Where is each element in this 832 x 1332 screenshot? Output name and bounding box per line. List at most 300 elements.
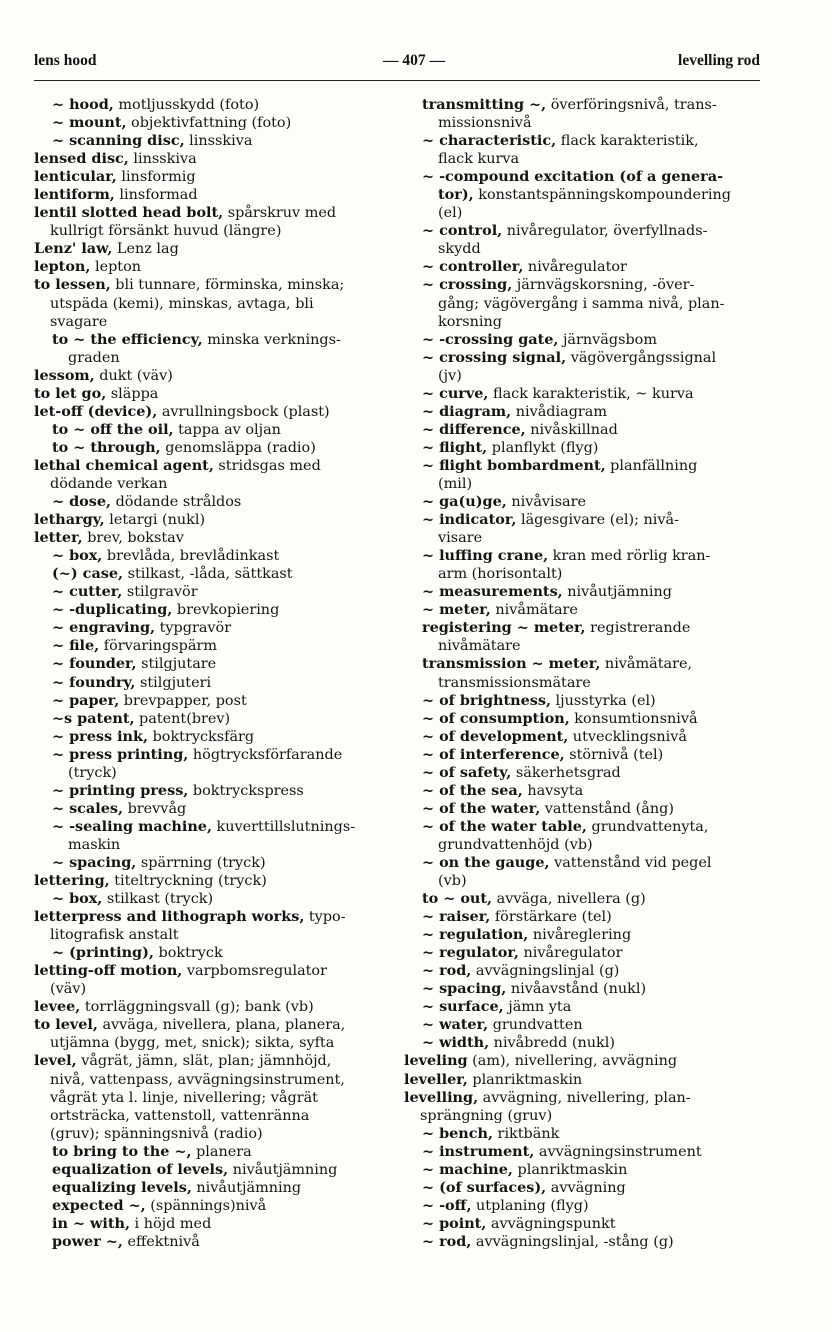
entry-headword: ~ rod, xyxy=(422,1232,472,1250)
entry-headword: ~ of safety, xyxy=(422,763,512,781)
entry-headword: ~ of the water table, xyxy=(422,817,587,835)
entry-headword: ~ dose, xyxy=(52,493,111,511)
entry-definition: förstärkare (tel) xyxy=(490,909,612,926)
dictionary-entry xyxy=(52,439,386,457)
entry-definition: torrläggningsvall (g); bank (vb) xyxy=(80,999,314,1016)
entry-headword: lessom, xyxy=(34,366,95,384)
dictionary-entry xyxy=(52,114,386,132)
dictionary-entry xyxy=(52,890,386,908)
entry-headword: ~ machine, xyxy=(422,1160,513,1178)
entry-definition: avväga, nivellera, plana, planera, utjämna (bygg, met, snick); sikta, syfta xyxy=(50,1017,346,1052)
dictionary-entry xyxy=(34,150,386,168)
entry-headword: ~ (of surfaces), xyxy=(422,1178,547,1196)
entry-definition: järnvägsbom xyxy=(558,331,657,348)
dictionary-entry xyxy=(52,800,386,818)
entry-headword: ~ meter, xyxy=(422,601,491,619)
dictionary-entry xyxy=(52,710,386,728)
entry-definition: linsformad xyxy=(114,187,198,204)
dictionary-entry xyxy=(52,1233,386,1251)
dictionary-entry xyxy=(422,421,760,439)
entry-definition: typgravör xyxy=(155,620,232,637)
entry-headword: ~ raiser, xyxy=(422,908,491,926)
entry-definition: ljusstyrka (el) xyxy=(550,692,656,709)
entry-headword: to level, xyxy=(34,1016,98,1034)
entry-definition: spårskruv med kullrigt försänkt huvud (längre) xyxy=(50,205,337,240)
entry-headword: level, xyxy=(34,1052,77,1070)
entry-headword: ~ controller, xyxy=(422,258,524,276)
entry-definition: patent(brev) xyxy=(134,710,231,727)
dictionary-entry xyxy=(422,890,760,908)
entry-definition: avrullningsbock (plast) xyxy=(157,403,330,420)
entry-headword: ~ crossing signal, xyxy=(422,348,567,366)
entry-headword: lenticular, xyxy=(34,168,117,186)
dictionary-entry xyxy=(422,619,760,655)
running-head-left: lens hood xyxy=(34,52,97,69)
entry-definition: avväga, nivellera (g) xyxy=(492,891,646,908)
dictionary-entry xyxy=(52,854,386,872)
entry-headword: ~ -off, xyxy=(422,1196,472,1214)
dictionary-entry xyxy=(422,96,760,132)
dictionary-entry xyxy=(422,601,760,619)
entry-headword: ~ width, xyxy=(422,1034,490,1052)
entry-headword: to ~ out, xyxy=(422,890,493,908)
right-column xyxy=(404,96,760,1251)
dictionary-entry xyxy=(404,1052,760,1070)
dictionary-entry xyxy=(422,854,760,890)
entry-headword: lettering, xyxy=(34,872,110,890)
dictionary-entry xyxy=(52,565,386,583)
entry-definition: flack karakteristik, flack kurva xyxy=(438,133,699,168)
dictionary-entry xyxy=(422,493,760,511)
entry-headword: ~ of development, xyxy=(422,727,569,745)
dictionary-entry xyxy=(422,655,760,691)
dictionary-entry xyxy=(422,1161,760,1179)
dictionary-entry xyxy=(34,1016,386,1052)
entry-headword: levelling, xyxy=(404,1088,479,1106)
entry-headword: ~ box, xyxy=(52,547,103,565)
entry-headword: ~ crossing, xyxy=(422,276,513,294)
header-rule xyxy=(34,80,760,81)
dictionary-entry xyxy=(422,583,760,601)
entry-headword: ~ characteristic, xyxy=(422,132,557,150)
entry-headword: to ~ off the oil, xyxy=(52,420,174,438)
entry-definition: nivåregulator xyxy=(518,945,623,962)
entry-definition: boktryck xyxy=(153,945,223,962)
dictionary-entry xyxy=(34,529,386,547)
left-column xyxy=(34,96,386,1251)
entry-headword: ~ scales, xyxy=(52,799,123,817)
entry-definition: överföringsnivå, trans- missionsnivå xyxy=(438,97,717,132)
entry-headword: ~ paper, xyxy=(52,691,120,709)
dictionary-entry xyxy=(422,692,760,710)
entry-headword: ~ mount, xyxy=(52,114,127,132)
entry-headword: ~ indicator, xyxy=(422,511,517,529)
dictionary-entry xyxy=(52,782,386,800)
entry-definition: jämn yta xyxy=(503,999,572,1016)
entry-definition: avvägning xyxy=(546,1179,626,1196)
entry-definition: letargi (nukl) xyxy=(104,512,206,529)
entry-headword: ~s patent, xyxy=(52,709,135,727)
entry-headword: ~ of interference, xyxy=(422,745,565,763)
dictionary-entry xyxy=(422,168,760,222)
dictionary-entry xyxy=(422,1233,760,1251)
dictionary-entry xyxy=(404,1089,760,1125)
entry-headword: leveller, xyxy=(404,1070,468,1088)
entry-definition: effektnivå xyxy=(122,1233,200,1250)
entry-headword: ~ of brightness, xyxy=(422,691,551,709)
dictionary-entry xyxy=(52,728,386,746)
entry-definition: lägesgivare (el); nivå- visare xyxy=(438,512,679,547)
entry-definition: minska verknings- graden xyxy=(68,331,341,366)
entry-headword: transmission ~ meter, xyxy=(422,655,601,673)
dictionary-entry xyxy=(34,385,386,403)
entry-definition: flack karakteristik, ~ kurva xyxy=(488,385,694,402)
dictionary-entry xyxy=(422,1215,760,1233)
dictionary-entry xyxy=(422,800,760,818)
entry-definition: nivåreglering xyxy=(528,927,632,944)
entry-headword: ~ scanning disc, xyxy=(52,132,185,150)
entry-headword: (~) case, xyxy=(52,565,124,583)
entry-definition: i höjd med xyxy=(129,1215,212,1232)
entry-definition: grundvatten xyxy=(488,1017,583,1034)
page-number: — 407 — xyxy=(383,52,445,69)
entry-definition: nivåskillnad xyxy=(525,421,618,438)
dictionary-entry xyxy=(422,385,760,403)
dictionary-entry xyxy=(404,1071,760,1089)
entry-headword: lentiform, xyxy=(34,186,115,204)
dictionary-entry xyxy=(422,439,760,457)
entry-headword: lensed disc, xyxy=(34,150,129,168)
entry-definition: planriktmaskin xyxy=(467,1071,583,1088)
dictionary-entry xyxy=(422,944,760,962)
dictionary-entry xyxy=(422,980,760,998)
entry-definition: stilgjuteri xyxy=(135,674,212,691)
entry-headword: ~ flight, xyxy=(422,438,488,456)
dictionary-entry xyxy=(422,962,760,980)
dictionary-entry xyxy=(34,403,386,421)
entry-headword: letter, xyxy=(34,529,83,547)
page-header xyxy=(34,52,760,72)
dictionary-entry xyxy=(422,1197,760,1215)
entry-definition: nivåbredd (nukl) xyxy=(489,1035,615,1052)
entry-headword: ~ surface, xyxy=(422,998,504,1016)
entry-headword: ~ box, xyxy=(52,890,103,908)
dictionary-entry xyxy=(52,655,386,673)
entry-definition: nivåregulator xyxy=(523,259,627,276)
entry-definition: utvecklingsnivå xyxy=(568,728,687,745)
entry-definition: järnvägskorsning, -över- gång; vägövergång i samma nivå, plan- korsning xyxy=(438,277,725,330)
entry-definition: grundvattenyta, grundvattenhöjd (vb) xyxy=(438,818,709,853)
entry-definition: störnivå (tel) xyxy=(564,746,664,763)
entry-definition: nivåutjämning xyxy=(228,1161,338,1178)
entry-definition: brevpapper, post xyxy=(119,692,247,709)
entry-definition: vågrät, jämn, slät, plan; jämnhöjd, nivå, vattenpass, avvägningsinstrument, vågrät yta l. linje, nivellering; vågrät ortsträcka, vattenstoll, vattenränna (gruv); spänningsnivå (radio) xyxy=(50,1053,345,1142)
entry-definition: stilgjutare xyxy=(136,656,217,673)
entry-headword: ~ bench, xyxy=(422,1124,493,1142)
dictionary-entry xyxy=(34,276,386,330)
entry-headword: ~ point, xyxy=(422,1214,487,1232)
entry-definition: avvägning, nivellering, plan- sprängning (gruv) xyxy=(420,1089,691,1124)
dictionary-entry xyxy=(52,132,386,150)
entry-definition: säkerhetsgrad xyxy=(511,764,621,781)
entry-headword: ~ rod, xyxy=(422,962,472,980)
dictionary-entry xyxy=(52,96,386,114)
entry-definition: nivåavstånd (nukl) xyxy=(506,981,647,998)
dictionary-entry xyxy=(422,276,760,330)
entry-headword: expected ~, xyxy=(52,1196,146,1214)
entry-definition: planera xyxy=(191,1143,252,1160)
dictionary-entry xyxy=(422,258,760,276)
entry-headword: power ~, xyxy=(52,1232,123,1250)
entry-headword: Lenz' law, xyxy=(34,240,113,258)
entry-definition: vattenstånd (ång) xyxy=(540,800,674,817)
entry-definition: objektivfattning (foto) xyxy=(126,115,292,132)
dictionary-entry xyxy=(422,1034,760,1052)
entry-definition: linsskiva xyxy=(128,151,197,168)
entry-headword: to let go, xyxy=(34,384,107,402)
entry-definition: Lenz lag xyxy=(112,241,179,258)
entry-definition: motljusskydd (foto) xyxy=(113,97,260,113)
entry-definition: vägövergångssignal (jv) xyxy=(438,349,717,384)
dictionary-entry xyxy=(422,222,760,258)
entry-definition: planflykt (flyg) xyxy=(487,439,599,456)
entry-headword: ~ flight bombardment, xyxy=(422,456,606,474)
entry-headword: registering ~ meter, xyxy=(422,619,586,637)
entry-definition: genomsläppa (radio) xyxy=(160,439,316,456)
dictionary-entry xyxy=(34,908,386,944)
entry-definition: stilkast, -låda, sättkast xyxy=(123,566,293,583)
dictionary-entry xyxy=(52,818,386,854)
dictionary-entry xyxy=(52,674,386,692)
entry-definition: stilkast (tryck) xyxy=(102,891,214,908)
dictionary-entry xyxy=(52,331,386,367)
entry-definition: förvaringspärm xyxy=(99,638,217,655)
dictionary-entry xyxy=(52,1143,386,1161)
entry-definition: avvägningsinstrument xyxy=(534,1143,702,1160)
entry-headword: ~ water, xyxy=(422,1016,489,1034)
entry-headword: ~ foundry, xyxy=(52,673,136,691)
entry-definition: (am), nivellering, avvägning xyxy=(467,1053,678,1070)
entry-definition: havsyta xyxy=(522,782,584,799)
dictionary-entry xyxy=(52,1215,386,1233)
entry-headword: ~ -compound excitation (of a genera- tor), xyxy=(422,168,724,204)
dictionary-entry xyxy=(34,511,386,529)
entry-headword: ~ press printing, xyxy=(52,745,189,763)
dictionary-entry xyxy=(34,872,386,890)
entry-headword: to bring to the ~, xyxy=(52,1142,192,1160)
entry-definition: kran med rörlig kran- arm (horisontalt) xyxy=(438,548,711,583)
dictionary-entry xyxy=(422,728,760,746)
entry-definition: dödande stråldos xyxy=(111,494,242,511)
entry-definition: linsskiva xyxy=(184,133,253,150)
dictionary-entry xyxy=(422,403,760,421)
dictionary-entry xyxy=(52,421,386,439)
entry-headword: to ~ through, xyxy=(52,438,161,456)
entry-definition: planriktmaskin xyxy=(512,1161,628,1178)
entry-definition: bli tunnare, förminska, minska; utspäda (kemi), minskas, avtaga, bli svagare xyxy=(50,277,345,330)
entry-headword: ~ -duplicating, xyxy=(52,601,173,619)
dictionary-entry xyxy=(422,1143,760,1161)
dictionary-entry xyxy=(422,547,760,583)
entry-definition: avvägningspunkt xyxy=(486,1215,616,1232)
entry-headword: ~ regulator, xyxy=(422,944,519,962)
entry-definition: typo- litografisk anstalt xyxy=(50,909,346,944)
dictionary-entry xyxy=(422,511,760,547)
entry-definition: brevvåg xyxy=(123,800,187,817)
dictionary-entry xyxy=(422,1125,760,1143)
entry-definition: boktrycksfärg xyxy=(148,728,255,745)
dictionary-entry xyxy=(422,1016,760,1034)
entry-definition: registrerande nivåmätare xyxy=(438,620,691,655)
entry-headword: ~ of the sea, xyxy=(422,781,523,799)
entry-definition: utplaning (flyg) xyxy=(471,1197,589,1214)
entry-definition: nivåmätare, transmissionsmätare xyxy=(438,656,693,691)
dictionary-entry xyxy=(52,601,386,619)
dictionary-entry xyxy=(34,998,386,1016)
entry-headword: ~ file, xyxy=(52,637,100,655)
entry-definition: stridsgas med dödande verkan xyxy=(50,457,321,492)
entry-headword: ~ instrument, xyxy=(422,1142,535,1160)
dictionary-entry xyxy=(422,782,760,800)
entry-headword: leveling xyxy=(404,1052,468,1070)
entry-definition: spärrning (tryck) xyxy=(136,854,266,871)
dictionary-entry xyxy=(52,637,386,655)
entry-definition: släppa xyxy=(106,385,159,402)
entry-definition: högtrycksförfarande (tryck) xyxy=(68,746,343,781)
entry-definition: konsumtionsnivå xyxy=(569,710,698,727)
dictionary-entry xyxy=(34,457,386,493)
dictionary-entry xyxy=(52,1197,386,1215)
dictionary-entry xyxy=(422,331,760,349)
entry-headword: ~ difference, xyxy=(422,420,526,438)
entry-definition: konstantspänningskompoundering (el) xyxy=(438,187,731,222)
dictionary-entry xyxy=(34,367,386,385)
entry-headword: ~ hood, xyxy=(52,96,114,113)
entry-definition: nivåmätare xyxy=(490,602,578,619)
entry-definition: linsformig xyxy=(116,169,196,186)
entry-headword: transmitting ~, xyxy=(422,96,547,113)
entry-headword: letting-off motion, xyxy=(34,962,183,980)
dictionary-entry xyxy=(52,692,386,710)
entry-definition: nivåutjämning xyxy=(191,1179,302,1196)
entry-definition: brevkopiering xyxy=(172,602,280,619)
entry-headword: ~ ga(u)ge, xyxy=(422,493,507,511)
dictionary-entry xyxy=(34,962,386,998)
entry-headword: ~ curve, xyxy=(422,384,489,402)
entry-definition: nivåutjämning xyxy=(562,584,672,601)
entry-definition: lepton xyxy=(90,259,142,276)
entry-headword: equalization of levels, xyxy=(52,1160,229,1178)
entry-headword: ~ luffing crane, xyxy=(422,547,549,565)
dictionary-entry xyxy=(422,710,760,728)
dictionary-entry xyxy=(422,457,760,493)
entry-headword: ~ spacing, xyxy=(52,853,137,871)
entry-headword: ~ printing press, xyxy=(52,781,189,799)
entry-definition: vattenstånd vid pegel (vb) xyxy=(438,854,712,890)
entry-definition: stilgravör xyxy=(122,584,198,601)
entry-headword: ~ engraving, xyxy=(52,619,156,637)
dictionary-entry xyxy=(34,258,386,276)
entry-headword: let-off (device), xyxy=(34,402,158,420)
entry-headword: ~ cutter, xyxy=(52,583,123,601)
entry-headword: lentil slotted head bolt, xyxy=(34,204,224,222)
dictionary-entry xyxy=(422,908,760,926)
entry-definition: titeltryckning (tryck) xyxy=(109,873,267,890)
running-head-right: levelling rod xyxy=(678,52,760,69)
dictionary-entry xyxy=(34,1052,386,1142)
entry-headword: ~ of the water, xyxy=(422,799,541,817)
entry-definition: dukt (väv) xyxy=(94,367,173,384)
dictionary-entry xyxy=(422,818,760,854)
entry-definition: avvägningslinjal, -stång (g) xyxy=(471,1233,674,1250)
entry-headword: ~ founder, xyxy=(52,655,137,673)
entry-definition: riktbänk xyxy=(492,1125,560,1142)
entry-definition: nivåregulator, överfyllnads- skydd xyxy=(438,223,708,258)
entry-headword: lepton, xyxy=(34,258,91,276)
entry-definition: nivåvisare xyxy=(506,494,587,511)
entry-headword: ~ measurements, xyxy=(422,583,563,601)
entry-definition: nivådiagram xyxy=(511,403,608,420)
entry-headword: ~ control, xyxy=(422,222,503,240)
dictionary-entry xyxy=(52,583,386,601)
entry-headword: ~ on the gauge, xyxy=(422,853,550,871)
dictionary-entry xyxy=(422,132,760,168)
entry-headword: ~ diagram, xyxy=(422,402,512,420)
dictionary-entry xyxy=(52,547,386,565)
entry-headword: to lessen, xyxy=(34,276,111,294)
entry-definition: kuverttillslutnings- maskin xyxy=(68,818,356,853)
entry-headword: in ~ with, xyxy=(52,1214,130,1232)
entry-headword: ~ of consumption, xyxy=(422,709,570,727)
dictionary-entry xyxy=(422,1179,760,1197)
entry-headword: lethargy, xyxy=(34,511,105,529)
entry-headword: equalizing levels, xyxy=(52,1178,192,1196)
dictionary-entry xyxy=(34,240,386,258)
dictionary-entry xyxy=(422,746,760,764)
dictionary-entry xyxy=(422,998,760,1016)
dictionary-entry xyxy=(34,204,386,240)
entry-headword: levee, xyxy=(34,998,81,1016)
dictionary-entry xyxy=(52,746,386,782)
entry-headword: ~ spacing, xyxy=(422,980,507,998)
entry-definition: planfällning (mil) xyxy=(438,457,698,492)
dictionary-entry xyxy=(422,926,760,944)
dictionary-entry xyxy=(422,764,760,782)
dictionary-entry xyxy=(34,186,386,204)
entry-definition: avvägningslinjal (g) xyxy=(471,963,620,980)
dictionary-entry xyxy=(52,1179,386,1197)
entry-headword: ~ (printing), xyxy=(52,944,154,962)
entry-headword: letterpress and lithograph works, xyxy=(34,908,305,926)
dictionary-entry xyxy=(52,493,386,511)
entry-definition: boktryckspress xyxy=(188,782,304,799)
entry-headword: ~ regulation, xyxy=(422,926,529,944)
entry-definition: varpbomsregulator (väv) xyxy=(50,963,327,998)
entry-headword: lethal chemical agent, xyxy=(34,456,214,474)
entry-definition: (spännings)nivå xyxy=(145,1197,267,1214)
entry-definition: brev, bokstav xyxy=(82,530,184,547)
entry-headword: ~ -crossing gate, xyxy=(422,330,559,348)
entry-headword: ~ -sealing machine, xyxy=(52,817,212,835)
entry-headword: ~ press ink, xyxy=(52,727,148,745)
dictionary-entry xyxy=(52,944,386,962)
dictionary-entry xyxy=(422,349,760,385)
dictionary-entry xyxy=(52,619,386,637)
entry-definition: brevlåda, brevlådinkast xyxy=(102,548,280,565)
entry-headword: to ~ the efficiency, xyxy=(52,330,203,348)
dictionary-entry xyxy=(34,168,386,186)
entry-definition: tappa av oljan xyxy=(173,421,281,438)
